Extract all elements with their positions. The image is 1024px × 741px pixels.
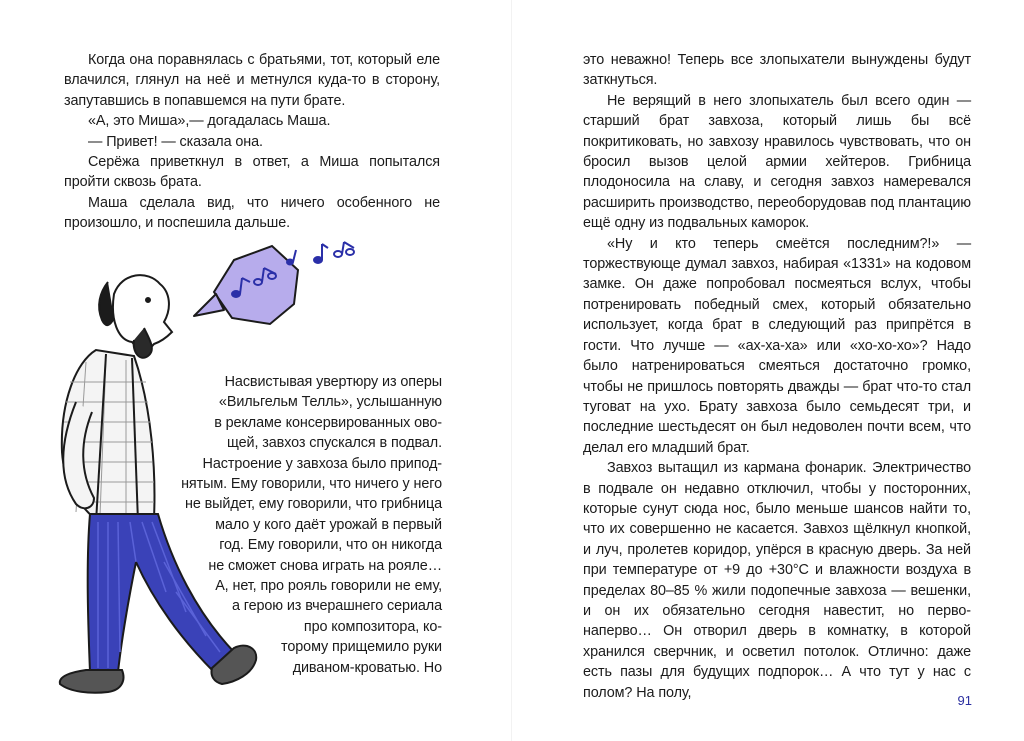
paragraph: Маша сделала вид, что ничего особенного не произошло, и поспешила дальше. [64,194,440,232]
text-line: А, нет, про рояль говорили не ему, [215,578,442,595]
text-line: диваном-кроватью. Но [292,659,442,676]
speech-bubble-icon [194,246,298,324]
head [99,275,172,358]
text-line: Насвистывая увертюру из оперы [224,374,442,390]
paragraph: «Ну и кто теперь смеётся последним?!» — торжествующе думал завхоз, набирая «1331» на кодовом замке. Он даже попробовал посмеяться вслух, чтобы потренировать победный смех, который обязательно использует, когда брат в следующий раз припрётся в гости. Что лучше — «ах-ха-ха» или «хо-хо-хо»? Надо было натренироваться смеяться достаточно громко, чтобы не пришлось повторять дважды — брат что-то стал туговат на ухо. Брату завхоза было семьдесят три, и последние шестьдесят он был недоволен почти всем, что делал его младший брат. [583,235,971,456]
text-line: а герою из вчерашнего сериала [231,598,442,615]
paragraph: Завхоз вытащил из кармана фонарик. Электричество в подвале он недавно отключил, чтобы у посторонних, которые сунут сюда нос, было меньше шансов найти то, что их совершенно не касается. Завхоз щёлкнул кнопкой, и луч, пролетев коридор, упёрся в красную дверь. За ней при температуре от +9 до +30°C и влажности воздуха в пределах 80–85 % жили подопечные завхоза — вешенки, и он их обязательно сегодня навестит, но перво-наперво… Он отворил дверь в комнатку, в которой хранился сверчник, и осветил потолок. Отлично: даже есть пазы для будущих подпорок… А что тут у нас с полом? На полу, [583,460,971,701]
paragraph: это неважно! Теперь все злопыхатели вынуждены будут заткнуться. [583,52,971,89]
text-line: «Вильгельм Телль», услышанную [218,394,442,411]
text-line: в рекламе консервированных ово- [214,414,442,431]
paragraph: — Привет! — сказала она. [88,133,263,150]
paragraph: Не верящий в него злопыхатель был всего один — старший брат завхоза, который лишь бы всё покритиковать, но завхозу нравилось чувствовать, что он бросил вызов целой армии хейтеров. Грибница плодоносила на славу, и сегодня завхоз намеревался расширить производство, переоборудовав под плантацию ещё одну из подвальных каморок. [583,92,971,232]
paragraph: Когда она поравнялась с братьями, тот, который еле влачился, глянул на неё и метнулся куда-то в сторону, запутавшись в попавшемся на пути брате. [64,52,440,109]
paragraph: «А, это Миша»,— догадалась Маша. [88,113,331,130]
torso [62,350,155,522]
right-text [583,50,971,703]
right-page [512,0,1024,741]
text-line: нятым. Ему говорили, что ничего у него [181,476,442,493]
paragraph: Серёжа приветкнул в ответ, а Миша попытался пройти сквозь брата. [64,154,440,191]
text-line: не выйдет, ему говорили, что грибница [184,496,442,513]
wrapped-text-block [170,372,442,678]
text-line: мало у кого даёт урожай в первый [215,516,442,533]
text-line: про композитора, ко- [303,618,442,635]
text-line: не сможет снова играть на рояле… [208,557,442,574]
text-line: год. Ему говорили, что он никогда [219,537,442,554]
left-top-text [64,50,440,234]
page-number: 91 [957,693,972,708]
text-line: торому прищемило руки [281,639,442,656]
text-line: щей, завхоз спускался в подвал. [227,435,442,452]
text-line: Настроение у завхоза было припод- [202,455,442,472]
